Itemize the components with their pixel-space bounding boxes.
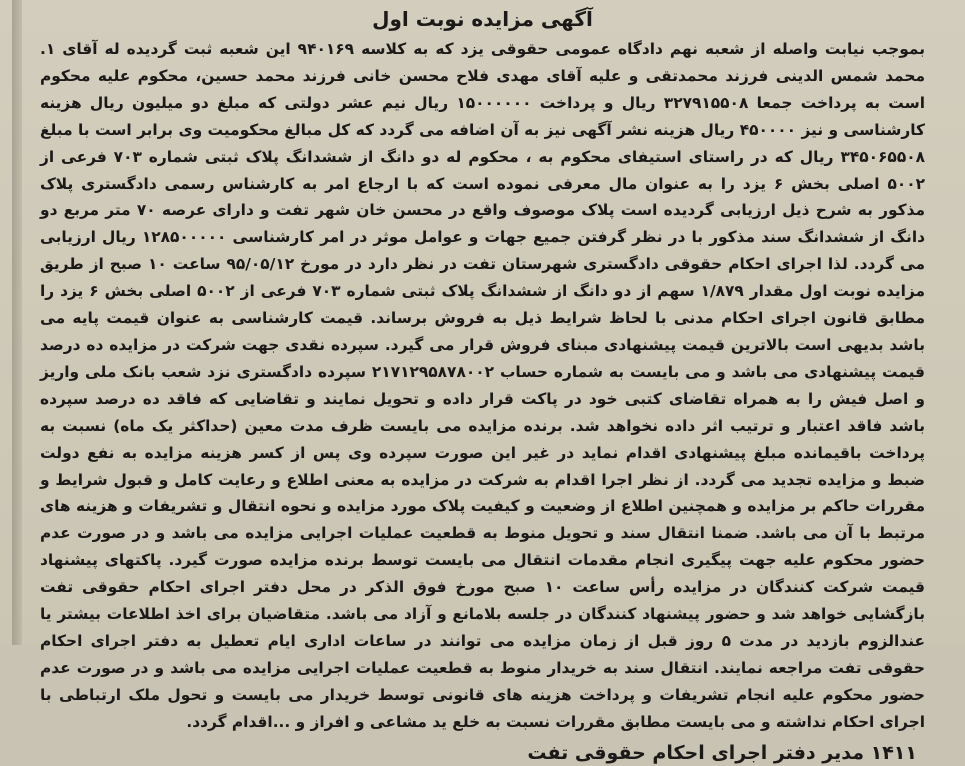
notice-signature: ۱۴۱۱ مدیر دفتر اجرای احکام حقوقی تفت [527,741,917,764]
notice-title: آگهی مزایده نوبت اول [372,7,593,31]
notice-body: بموجب نیابت واصله از شعبه نهم دادگاه عمومی حقوقی یزد که به کلاسه ۹۴۰۱۶۹ این شعبه ثبت گردیده له آقای ۱. محمد شمس الدینی فرزند محمدتقی و علیه آقای مهدی فلاح محسن خانی فرزند محمد حسین، محکوم علیه محکوم است به پرداخت جمعا ۳۲۷۹۱۵۵۰۸ ریال و پرداخت ۱۵۰۰۰۰۰۰ ریال نیم عشر دولتی که مبلغ دو میلیون ریال هزینه کارشناسی و نیز ۴۵۰۰۰۰ ریال هزینه نشر آگهی نیز به آن اضافه می گردد که کل مبالغ محکومیت وی برابر است با مبلغ ۳۴۵۰۶۵۵۰۸ ریال که در راستای استیفای محکوم به ، محکوم له دو دانگ از ششدانگ پلاک ثبتی شماره ۷۰۳ فرعی از ۵۰۰۲ اصلی بخش ۶ یزد را به عنوان مال معرفی نموده است که با ارجاع امر به کارشناس رسمی دادگستری پلاک مذکور به شرح ذیل ارزیابی گردیده است پلاک موصوف واقع در محسن خان شهر تفت و دارای عرصه ۷۰ متر مربع دو دانگ از ششدانگ سند مذکور با در نظر گرفتن جمیع جهات و عوامل موثر در امر کارشناسی ۱۲۸۵۰۰۰۰۰ ریال ارزیابی می گردد. لذا اجرای احکام حقوقی دادگستری شهرستان تفت در نظر دارد در مورخ ۹۵/۰۵/۱۲ ساعت ۱۰ صبح از طریق مزایده نوبت اول مقدار ۱/۸۷۹ سهم از دو دانگ از ششدانگ پلاک ثبتی شماره ۷۰۳ فرعی از ۵۰۰۲ اصلی بخش ۶ یزد را مطابق قانون اجرای احکام مدنی با لحاظ شرایط ذیل به فروش برساند. قیمت کارشناسی به عنوان قیمت پایه می باشد بدیهی است بالاترین قیمت پیشنهادی مبنای فروش قرار می گیرد. سپرده نقدی جهت شرکت در مزایده ده درصد قیمت پیشنهادی می باشد و می بایست به شماره حساب ۲۱۷۱۲۹۵۸۷۸۰۰۲ سپرده دادگستری نزد شعب بانک ملی واریز و اصل فیش را به همراه تقاضای کتبی خود در پاکت قرار داده و تحویل نمایند و تقاضایی که فاقد ده درصد سپرده باشد فاقد اعتبار و ترتیب اثر داده نخواهد شد. برنده مزایده می بایست ظرف مدت معین (حداکثر یک ماه) نسبت به پرداخت باقیمانده مبلغ پیشنهادی اقدام نماید در غیر این صورت سپرده وی پس از کسر هزینه مزایده به نفع دولت ضبط و مزایده تجدید می گردد. از نظر اجرا اقدام به شرکت در مزایده به معنی اطلاع و رعایت کامل و قبول شرایط و مقررات حاکم بر مزایده و همچنین اطلاع از وضعیت و کیفیت پلاک مورد مزایده و نحوه انتقال و تشریفات و هزینه های مرتبط با آن می باشد. ضمنا انتقال سند و تحویل منوط به قطعیت عملیات اجرایی مزایده می باشد و در صورت عدم حضور محکوم علیه جهت پیگیری انجام مقدمات انتقال می بایست توسط برنده مزایده صورت گیرد. پاکتهای پیشنهاد قیمت شرکت کنندگان در مزایده رأس ساعت ۱۰ صبح مورخ فوق الذکر در محل دفتر اجرای احکام حقوقی تفت بازگشایی خواهد شد و حضور پیشنهاد کنندگان در جلسه بلامانع و آزاد می باشد. متقاضیان برای اخذ اطلاعات بیشتر یا عندالزوم بازدید در مدت ۵ روز قبل از زمان مزایده می توانند در ساعات اداری ایام تعطیل به دفتر اجرای احکام حقوقی تفت مراجعه نمایند. انتقال سند به خریدار منوط به قطعیت عملیات اجرایی مزایده می باشد و در صورت عدم حضور محکوم علیه انجام تشریفات و پرداخت هزینه های قانونی توسط خریدار می بایست و تحول ملک ارتباطی با اجرای احکام نداشته و می بایست مطابق مقررات نسبت به خلع ید مشاعی و افراز و ...اقدام گردد. [40,40,926,731]
